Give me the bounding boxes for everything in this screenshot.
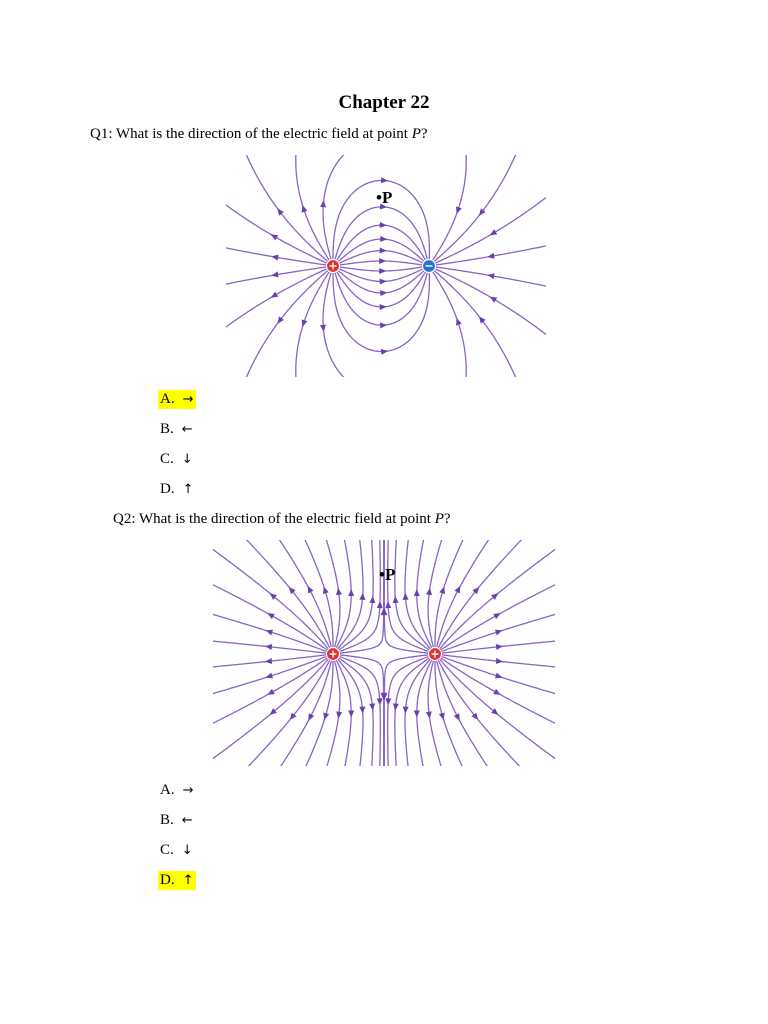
q1-option-b-letter: B. xyxy=(160,421,174,437)
field-arrowhead xyxy=(265,628,273,636)
field-arrowhead xyxy=(321,713,329,721)
q1-option-d-letter: D. xyxy=(160,481,175,497)
like-charges-field-figure xyxy=(213,540,555,766)
question-1 xyxy=(90,126,428,143)
field-line xyxy=(336,225,427,263)
field-arrowhead xyxy=(320,200,327,208)
field-arrowhead xyxy=(493,689,502,698)
field-line xyxy=(339,656,381,766)
field-line xyxy=(335,269,429,326)
field-arrowhead xyxy=(265,658,273,665)
field-line xyxy=(438,659,522,766)
q2-option-c-letter: C. xyxy=(160,842,174,858)
field-arrowhead xyxy=(269,292,278,301)
field-arrowhead xyxy=(266,689,275,698)
q2-option-b-letter: B. xyxy=(160,812,174,828)
field-arrowhead xyxy=(305,584,314,593)
field-line xyxy=(245,155,328,262)
question-2-suffix: ? xyxy=(443,511,451,527)
field-arrowhead xyxy=(300,204,308,212)
question-1-suffix: ? xyxy=(420,126,428,142)
field-line xyxy=(388,656,430,766)
field-arrowhead xyxy=(439,586,447,594)
field-arrowhead xyxy=(414,710,420,717)
field-arrowhead xyxy=(265,643,273,650)
point-p-label-2: •P xyxy=(379,565,396,584)
field-line xyxy=(435,540,464,648)
field-arrowhead xyxy=(380,322,387,329)
field-arrowhead xyxy=(414,589,420,596)
field-line xyxy=(304,540,333,648)
field-line xyxy=(244,540,330,649)
field-line xyxy=(336,269,427,307)
field-arrowhead xyxy=(439,713,447,721)
field-arrowhead xyxy=(320,325,327,333)
field-arrowhead xyxy=(381,177,389,184)
field-arrowhead xyxy=(379,222,386,229)
field-line xyxy=(296,155,330,261)
question-1-variable: P xyxy=(411,126,421,142)
field-arrowhead xyxy=(265,673,273,681)
field-arrowhead xyxy=(348,589,354,596)
field-line xyxy=(435,660,463,766)
field-arrowhead xyxy=(454,584,463,593)
field-line xyxy=(434,270,517,377)
down-arrow-icon: ↓ xyxy=(181,843,193,858)
field-arrowhead xyxy=(379,258,386,264)
right-arrow-icon: → xyxy=(182,392,194,407)
chapter-title: Chapter 22 xyxy=(338,92,430,113)
field-arrowhead xyxy=(496,643,504,650)
field-arrowhead xyxy=(377,698,383,705)
q2-option-a[interactable] xyxy=(158,781,196,800)
field-arrowhead xyxy=(402,706,408,713)
field-arrowhead xyxy=(495,673,503,681)
field-arrowhead xyxy=(369,596,375,603)
q1-option-c-letter: C. xyxy=(160,451,174,467)
field-line xyxy=(278,540,332,648)
q2-option-a-letter: A. xyxy=(160,782,175,798)
q2-option-c[interactable] xyxy=(158,841,195,860)
field-arrowhead xyxy=(321,586,329,594)
field-arrowhead xyxy=(385,698,391,705)
q1-option-b[interactable] xyxy=(158,420,195,439)
q1-option-a[interactable] xyxy=(158,390,196,409)
q1-option-d[interactable] xyxy=(158,480,196,499)
field-arrowhead xyxy=(493,611,502,620)
field-arrowhead xyxy=(300,319,308,327)
field-line xyxy=(435,195,547,263)
down-arrow-icon: ↓ xyxy=(181,452,193,467)
field-line xyxy=(335,207,429,264)
field-line xyxy=(305,660,333,766)
field-arrowhead xyxy=(359,706,365,713)
question-2-variable: P xyxy=(434,511,444,527)
field-arrowhead xyxy=(379,304,386,311)
field-arrowhead xyxy=(495,628,503,636)
field-line xyxy=(247,659,331,766)
field-arrowhead xyxy=(402,593,408,600)
field-arrowhead xyxy=(369,703,376,710)
left-arrow-icon: ← xyxy=(181,813,193,828)
field-line xyxy=(436,540,490,648)
field-arrowhead xyxy=(269,232,278,241)
field-arrowhead xyxy=(379,268,386,274)
q2-option-b[interactable] xyxy=(158,811,195,830)
field-arrowhead xyxy=(380,236,387,243)
q2-option-d-letter: D. xyxy=(160,872,175,888)
field-line xyxy=(226,204,328,264)
field-arrowhead xyxy=(266,611,275,620)
dipole-field-figure xyxy=(226,155,546,377)
right-arrow-icon: → xyxy=(182,783,194,798)
field-arrowhead xyxy=(385,601,391,608)
question-2-text: Q2: What is the direction of the electric field at point xyxy=(113,511,435,527)
up-arrow-icon: ↑ xyxy=(182,482,194,497)
field-arrowhead xyxy=(380,290,387,297)
field-arrowhead xyxy=(496,658,504,665)
field-arrowhead xyxy=(488,294,497,303)
field-arrowhead xyxy=(488,229,497,238)
q1-option-a-letter: A. xyxy=(160,391,175,407)
field-arrowhead xyxy=(306,713,315,722)
up-arrow-icon: ↑ xyxy=(182,873,194,888)
field-arrowhead xyxy=(377,601,383,608)
field-arrowhead xyxy=(380,278,387,284)
field-arrowhead xyxy=(392,703,399,710)
field-arrowhead xyxy=(381,348,389,355)
field-line xyxy=(226,269,328,329)
field-line xyxy=(434,155,517,262)
field-arrowhead xyxy=(359,593,365,600)
field-line xyxy=(438,540,524,649)
field-arrowhead xyxy=(454,713,463,722)
field-line xyxy=(245,270,328,377)
question-1-text: Q1: What is the direction of the electric field at point xyxy=(90,126,412,142)
field-line xyxy=(296,271,330,377)
field-line xyxy=(339,540,381,652)
field-arrowhead xyxy=(392,596,398,603)
left-arrow-icon: ← xyxy=(181,422,193,437)
point-p-label: •P xyxy=(376,188,393,207)
field-arrowhead xyxy=(454,317,462,326)
q1-option-c[interactable] xyxy=(158,450,195,469)
q2-option-d[interactable] xyxy=(158,871,196,890)
field-line xyxy=(432,271,466,377)
field-arrowhead xyxy=(348,710,354,717)
field-line xyxy=(435,269,547,337)
field-line xyxy=(432,155,466,261)
field-line xyxy=(388,540,430,652)
field-arrowhead xyxy=(380,247,387,253)
question-2 xyxy=(113,511,451,528)
field-arrowhead xyxy=(454,206,462,215)
